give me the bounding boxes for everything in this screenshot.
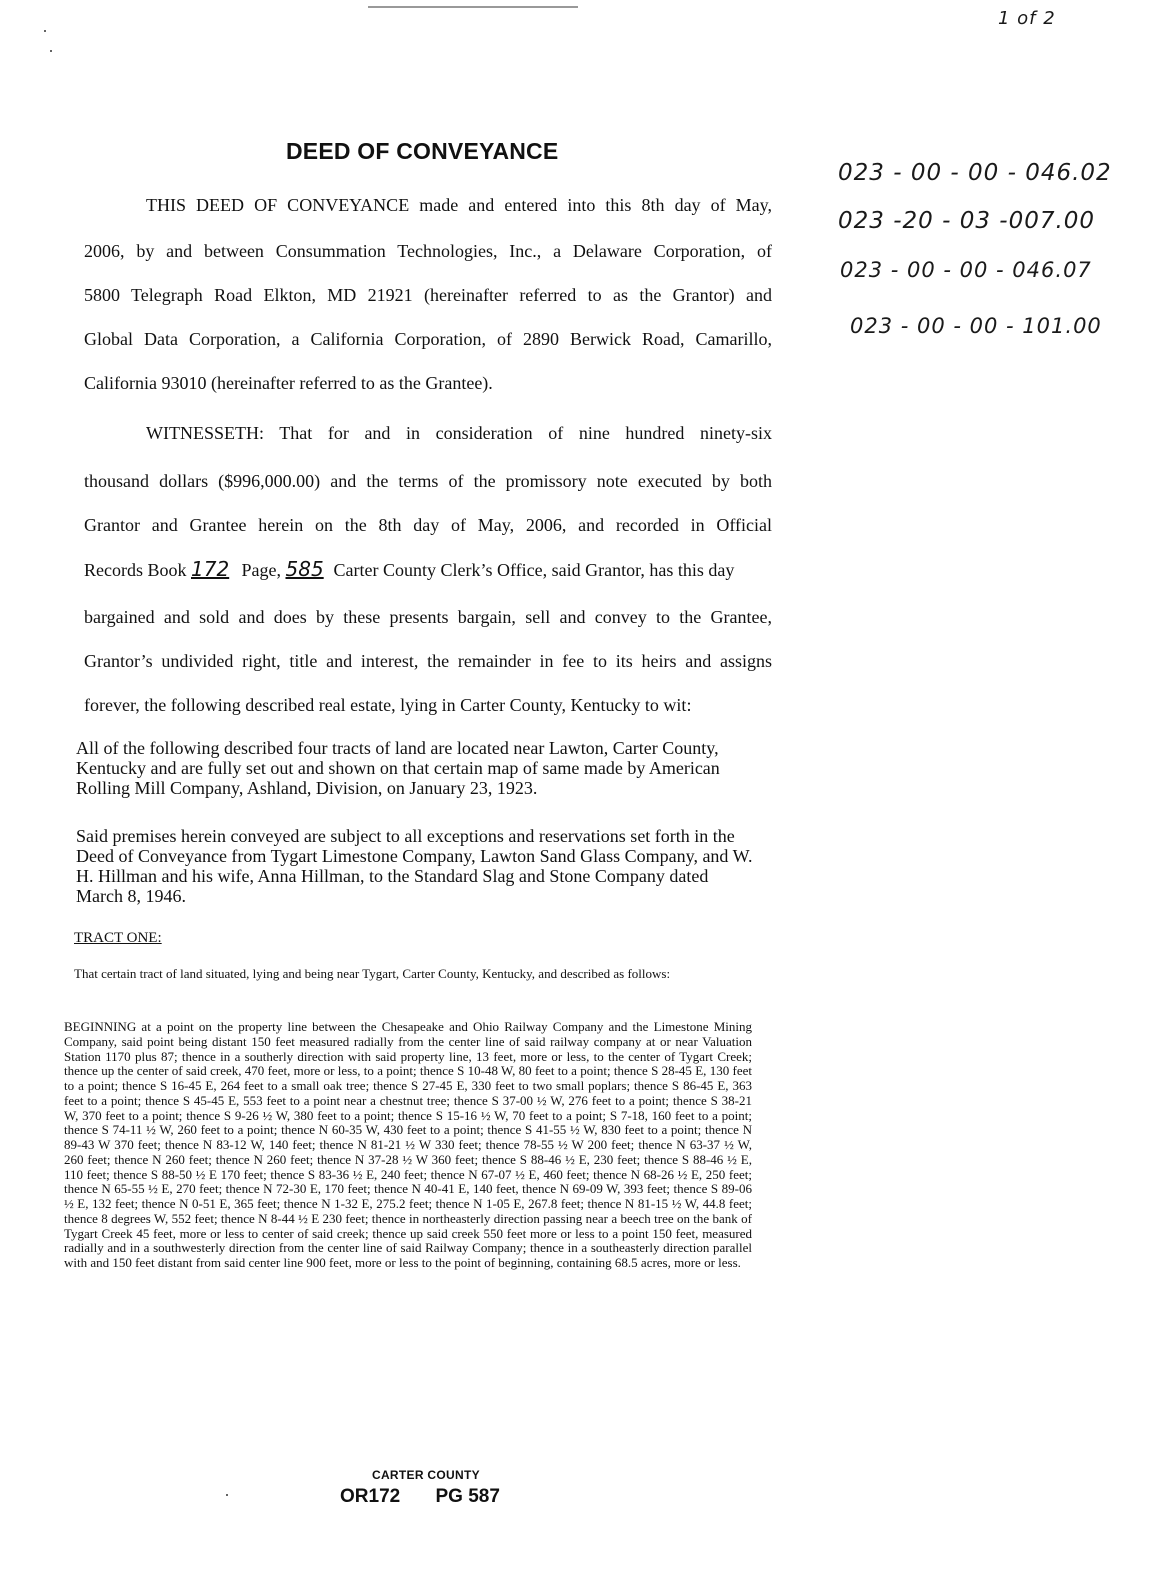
tract-one-intro: That certain tract of land situated, lying and being near Tygart, Carter County, Kentucky, and described as follows:	[74, 966, 671, 981]
scan-speck	[44, 30, 46, 32]
witnesseth-line: thousand dollars ($996,000.00) and the terms of the promissory note executed by both	[84, 471, 772, 491]
scan-artifact-line	[368, 6, 578, 8]
records-book-label: Records Book	[84, 560, 187, 580]
intro-line: 5800 Telegraph Road Elkton, MD 21921 (hereinafter referred to as the Grantor) and	[84, 285, 772, 305]
witnesseth-line: WITNESSETH: That for and in consideration of nine hundred ninety-six	[146, 423, 772, 443]
witnesseth-line: Grantor and Grantee herein on the 8th day of May, 2006, and recorded in Official	[84, 515, 772, 535]
scan-speck	[226, 1494, 228, 1496]
handwritten-parcel-number: 023 -20 - 03 -007.00	[838, 208, 1096, 234]
handwritten-page-number: 585	[285, 557, 324, 581]
tract-one-heading: TRACT ONE:	[74, 930, 162, 946]
handwritten-page-mark: 1 of 2	[998, 8, 1056, 29]
exceptions-paragraph: Said premises herein conveyed are subject to all exceptions and reservations set forth in the Deed of Conveyance from Tygart Limestone Company, Lawton Sand Glass Company, and W. H. Hillman and his wife, Anna Hillman, to the Standard Slag and Stone Company dated March 8, 1946.	[76, 826, 753, 906]
footer-book: OR172	[340, 1486, 401, 1507]
footer-page: PG 587	[435, 1486, 500, 1507]
intro-line: California 93010 (hereinafter referred to as the Grantee).	[84, 373, 493, 393]
tract-one-legal-description: BEGINNING at a point on the property line between the Chesapeake and Ohio Railway Company and the Limestone Mining Company, said point being distant 150 feet measured radially from the center line of said railway company at or near Valuation Station 1170 plus 87; thence in a southerly direction with said property line, 13 feet, more or less, to the center of Tygart Creek; thence up the center of said creek, 470 feet, more or less, to a point; thence S 10-48 W, 80 feet to a point; thence S 28-45 E, 130 feet to a point; thence S 16-45 E, 264 feet to a small oak tree; thence S 27-45 E, 330 feet to two small poplars; thence S 86-45 E, 363 feet to a point; thence S 45-45 E, 553 feet to a point near a chestnut tree; thence S 37-00 ½ W, 276 feet to a point; thence S 38-21 W, 370 feet to a point; thence S 9-26 ½ W, 380 feet to a point; thence S 15-16 ½ W, 70 feet to a point; S 7-18, 160 feet to a point; thence S 74-11 ½ W, 260 feet to a point; thence N 60-35 W, 430 feet to a point; thence S 41-55 ½ W, 830 feet to a point; thence N 89-43 W 370 feet; thence N 83-12 W, 140 feet; thence N 81-21 ½ W 330 feet; thence 78-55 ½ W 200 feet; thence N 63-37 ½ W, 260 feet; thence N 260 feet; thence N 260 feet; thence N 37-28 ½ W 360 feet; thence S 88-46 ½ E, 230 feet; thence S 88-46 ½ E, 110 feet; thence S 88-50 ½ E 170 feet; thence S 83-36 ½ E, 240 feet; thence N 67-07 ½ E, 460 feet; thence N 68-26 ½ E, 250 feet; thence N 65-55 ½ E, 270 feet; thence N 72-30 E, 170 feet; thence N 40-41 E, 140 feet, thence N 69-09 W, 393 feet; thence S 89-06 ½ E, 132 feet; thence N 0-51 E, 365 feet; thence N 1-32 E, 275.2 feet; thence N 1-05 E, 267.8 feet; thence N 81-15 ½ W, 44.8 feet; thence 8 degrees W, 552 feet; thence N 8-44 ½ E 230 feet; thence in northeasterly direction passing near a beech tree on the bank of Tygart Creek 45 feet, more or less to center of said creek; thence up said creek 550 feet more or less to a point 150 feet, measured radially and in a southwesterly direction from the center line of said Railway Company; thence in a southeasterly direction parallel with and 150 feet distant from said center line 900 feet, more or less to the point of beginning, containing 68.5 acres, more or less.	[64, 1019, 752, 1270]
page-label: Page,	[241, 560, 281, 580]
intro-line: Global Data Corporation, a California Corporation, of 2890 Berwick Road, Camarillo,	[84, 329, 772, 349]
clerk-office-text: Carter County Clerk’s Office, said Grantor, has this day	[333, 560, 735, 580]
witnesseth-line	[84, 558, 772, 581]
document-title: DEED OF CONVEYANCE	[286, 138, 559, 164]
footer-recording-reference	[340, 1486, 500, 1508]
intro-line: 2006, by and between Consummation Technologies, Inc., a Delaware Corporation, of	[84, 241, 772, 261]
handwritten-parcel-number: 023 - 00 - 00 - 046.07	[840, 258, 1092, 282]
witnesseth-line: forever, the following described real estate, lying in Carter County, Kentucky to wit:	[84, 695, 692, 715]
handwritten-book-number: 172	[191, 557, 230, 581]
scan-speck	[50, 50, 52, 52]
tracts-intro-paragraph: All of the following described four tracts of land are located near Lawton, Carter County, Kentucky and are fully set out and shown on that certain map of same made by American Rolling Mill Company, Ashland, Division, on January 23, 1923.	[76, 738, 720, 798]
intro-line: THIS DEED OF CONVEYANCE made and entered into this 8th day of May,	[146, 195, 772, 215]
witnesseth-line: Grantor’s undivided right, title and interest, the remainder in fee to its heirs and assigns	[84, 651, 772, 671]
handwritten-parcel-number: 023 - 00 - 00 - 046.02	[838, 160, 1112, 186]
footer-county-label: CARTER COUNTY	[372, 1468, 480, 1482]
witnesseth-line: bargained and sold and does by these presents bargain, sell and convey to the Grantee,	[84, 607, 772, 627]
handwritten-parcel-number: 023 - 00 - 00 - 101.00	[850, 314, 1102, 338]
